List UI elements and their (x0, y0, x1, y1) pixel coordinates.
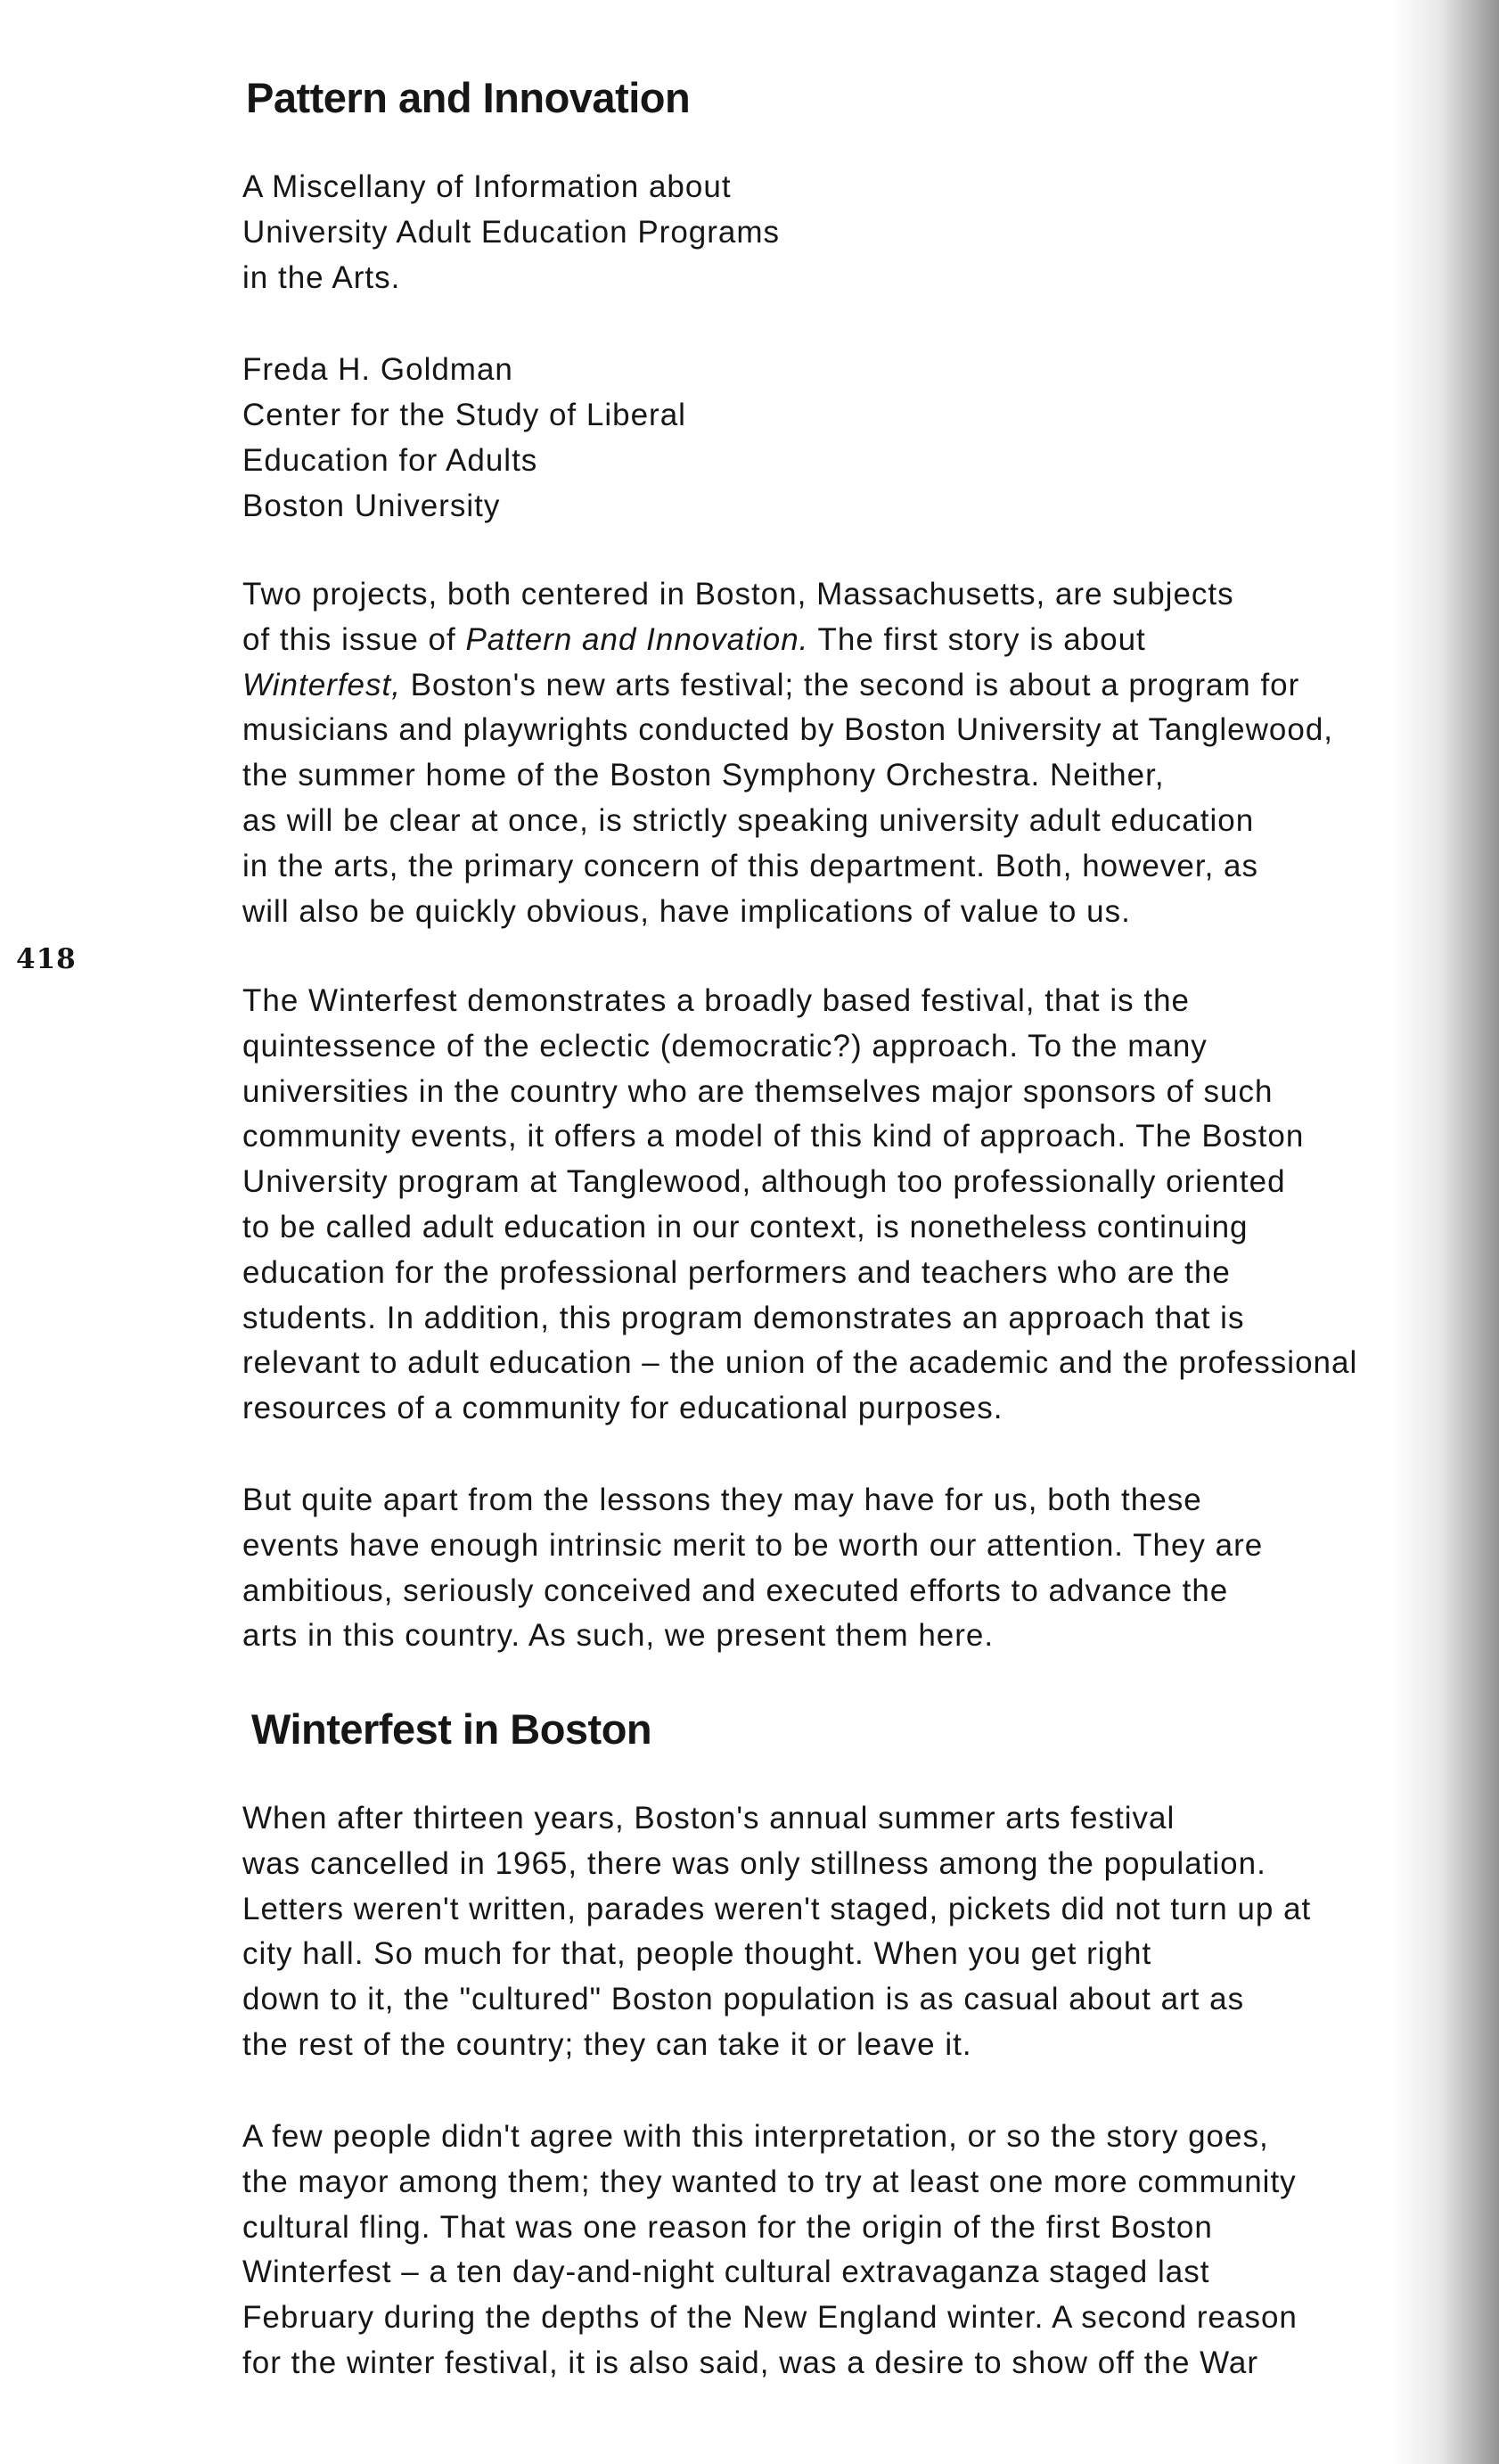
text-line: University program at Tanglewood, although too professionally oriented (242, 1164, 1286, 1200)
text-line: events have enough intrinsic merit to be worth our attention. They are (242, 1527, 1264, 1563)
page-number: 418 (16, 943, 77, 975)
text-line (242, 618, 1333, 663)
italic-title: Winterfest, (242, 667, 401, 702)
text-line: Letters weren't written, parades weren't staged, pickets did not turn up at (242, 1891, 1312, 1926)
text-line: city hall. So much for that, people thought. When you get right (242, 1936, 1152, 1972)
text-run: The first story is about (808, 621, 1146, 657)
text-line: will also be quickly obvious, have implications of value to us. (242, 893, 1131, 929)
intro-paragraph (242, 979, 1357, 1432)
text-line: A Miscellany of Information about (242, 169, 732, 204)
text-line: community events, it offers a model of this kind of approach. The Boston (242, 1119, 1305, 1154)
text-line: University Adult Education Programs (242, 215, 781, 250)
intro-paragraph (242, 572, 1333, 934)
text-line: as will be clear at once, is strictly speaking university adult education (242, 802, 1255, 838)
section-heading: Winterfest in Boston (251, 1705, 652, 1753)
text-line: for the winter festival, it is also said, was a desire to show off the War (242, 2345, 1259, 2380)
text-line: to be called adult education in our context, is nonetheless continuing (242, 1209, 1249, 1244)
text-line: arts in this country. As such, we present them here. (242, 1618, 995, 1654)
text-line: Education for Adults (242, 443, 538, 478)
text-line: But quite apart from the lessons they may have for us, both these (242, 1483, 1202, 1517)
text-line: the mayor among them; they wanted to try at least one more community (242, 2164, 1297, 2199)
text-line: resources of a community for educational purposes. (242, 1391, 1003, 1426)
section-paragraph (242, 1796, 1311, 2068)
italic-title: Pattern and Innovation. (465, 621, 809, 657)
text-line: A few people didn't agree with this interpretation, or so the story goes, (242, 2119, 1269, 2154)
text-line: Winterfest – a ten day-and-night cultural extravaganza staged last (242, 2255, 1210, 2290)
text-line: Center for the Study of Liberal (242, 398, 686, 432)
text-line: musicians and playwrights conducted by Boston University at Tanglewood, (242, 712, 1334, 748)
text-line: in the arts, the primary concern of this department. Both, however, as (242, 848, 1258, 883)
text-line: Boston University (242, 489, 501, 523)
text-line: cultural fling. That was one reason for the origin of the first Boston (242, 2209, 1213, 2245)
author-block (242, 347, 686, 529)
text-line: down to it, the "cultured" Boston population is as casual about art as (242, 1982, 1245, 2017)
section-paragraph (242, 2115, 1298, 2386)
text-line: students. In addition, this program demonstrates an approach that is (242, 1300, 1245, 1335)
page-edge-shadow (1392, 0, 1499, 2464)
text-run: of this issue of (242, 621, 466, 657)
text-line: in the Arts. (242, 260, 401, 295)
text-line: relevant to adult education – the union of the academic and the professional (242, 1345, 1358, 1381)
intro-paragraph (242, 1478, 1263, 1659)
text-line: Two projects, both centered in Boston, Massachusetts, are subjects (242, 577, 1234, 612)
subtitle (242, 164, 780, 300)
text-line: February during the depths of the New England winter. A second reason (242, 2300, 1298, 2336)
text-line: the rest of the country; they can take it or leave it. (242, 2026, 972, 2062)
text-line: Freda H. Goldman (242, 352, 513, 387)
text-line: universities in the country who are themselves major sponsors of such (242, 1073, 1274, 1109)
text-line: education for the professional performers and teachers who are the (242, 1254, 1231, 1290)
text-line: quintessence of the eclectic (democratic?) approach. To the many (242, 1028, 1208, 1064)
page-title: Pattern and Innovation (246, 74, 691, 121)
text-line: The Winterfest demonstrates a broadly based festival, that is the (242, 983, 1190, 1018)
text-line: ambitious, seriously conceived and executed efforts to advance the (242, 1573, 1229, 1608)
text-run: Boston's new arts festival; the second is about a program for (400, 667, 1300, 702)
text-line: the summer home of the Boston Symphony Orchestra. Neither, (242, 758, 1165, 793)
text-line: was cancelled in 1965, there was only stillness among the population. (242, 1845, 1266, 1881)
text-line: When after thirteen years, Boston's annual summer arts festival (242, 1801, 1175, 1836)
text-line (242, 663, 1333, 709)
